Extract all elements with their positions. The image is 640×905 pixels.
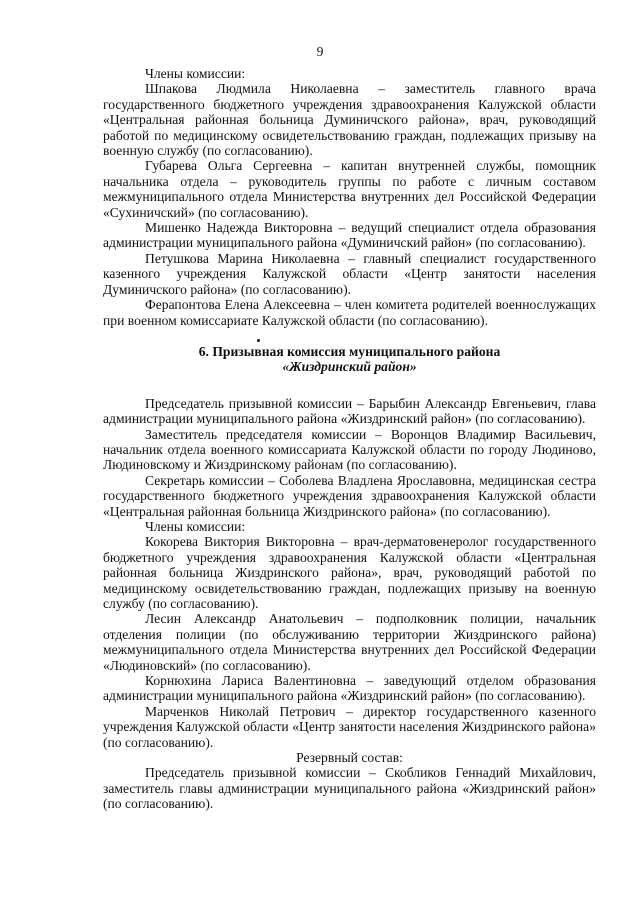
member-paragraph: Лесин Александр Анатольевич – подполковник полиции, начальник отделения полиции (по обслуживанию территории Жиздринского района) межмуниципального отдела Министерства внутренних дел Российской Федерации «Людиновский» (по согласованию). (103, 611, 596, 673)
member-paragraph: Шпакова Людмила Николаевна – заместитель главного врача государственного бюджетного учреждения здравоохранения Калужской области «Центральная районная больница Думиничского района», врач, руководящий работой по медицинскому освидетельствованию граждан, подлежащих призыву на военную службу (по согласованию). (103, 81, 596, 159)
chairman-paragraph: Председатель призывной комиссии – Барыбин Александр Евгеньевич, глава администрации муниципального района «Жиздринский район» (по согласованию). (103, 395, 596, 427)
stray-dot (257, 339, 260, 342)
members-label: Члены комиссии: (145, 66, 246, 81)
member-paragraph: Петушкова Марина Николаевна – главный специалист государственного казенного учреждения Калужской области «Центр занятости населения Думиничского района» (по согласованию). (103, 250, 596, 297)
member-paragraph: Корнюхина Лариса Валентиновна – заведующий отделом образования администрации муниципального района «Жиздринский район» (по согласованию). (103, 673, 596, 704)
document-body (103, 66, 596, 812)
member-paragraph: Марченков Николай Петрович – директор государственного казенного учреждения Калужской области «Центр занятости населения Жиздринского района» (по согласованию). (103, 703, 596, 750)
reserve-label: Резервный состав: (296, 750, 403, 766)
member-paragraph: Кокорева Виктория Викторовна – врач-дерматовенеролог государственного бюджетного учреждения здравоохранения Калужской области «Центральная районная больница Жиздринского района», врач, руководящий работой по медицинскому освидетельствованию граждан, подлежащих призыву на военную службу (по согласованию). (103, 534, 596, 611)
reserve-chairman-paragraph: Председатель призывной комиссии – Скобликов Геннадий Михайлович, заместитель главы администрации муниципального района «Жиздринский район» (по согласованию). (103, 765, 596, 812)
deputy-paragraph: Заместитель председателя комиссии – Воронцов Владимир Васильевич, начальник отдела военного комиссариата Калужской области по городу Людиново, Людиновскому и Жиздринскому районам (по согласованию). (103, 426, 596, 473)
member-paragraph: Ферапонтова Елена Алексеевна – член комитета родителей военнослужащих при военном комиссариате Калужской области (по согласованию). (103, 297, 596, 328)
section-title-line1: 6. Призывная комиссия муниципального района (198, 343, 501, 359)
secretary-paragraph: Секретарь комиссии – Соболева Владлена Ярославовна, медицинская сестра государственного бюджетного учреждения здравоохранения Калужской области «Центральная районная больница Жиздринского района» (по согласованию). (103, 472, 596, 519)
member-paragraph: Мишенко Надежда Викторовна – ведущий специалист отдела образования администрации муниципального района «Думиничский район» (по согласованию). (103, 220, 596, 251)
page-number: 9 (316, 44, 324, 59)
members-label: Члены комиссии: (145, 518, 246, 534)
section-title-line2: «Жиздринский район» (282, 359, 417, 375)
member-paragraph: Губарева Ольга Сергеевна – капитан внутренней службы, помощник начальника отдела – руководитель группы по работе с личным составом межмуниципального отдела Министерства внутренних дел Российской Федерации «Сухиничский» (по согласованию). (103, 158, 596, 220)
section-title (103, 344, 596, 375)
